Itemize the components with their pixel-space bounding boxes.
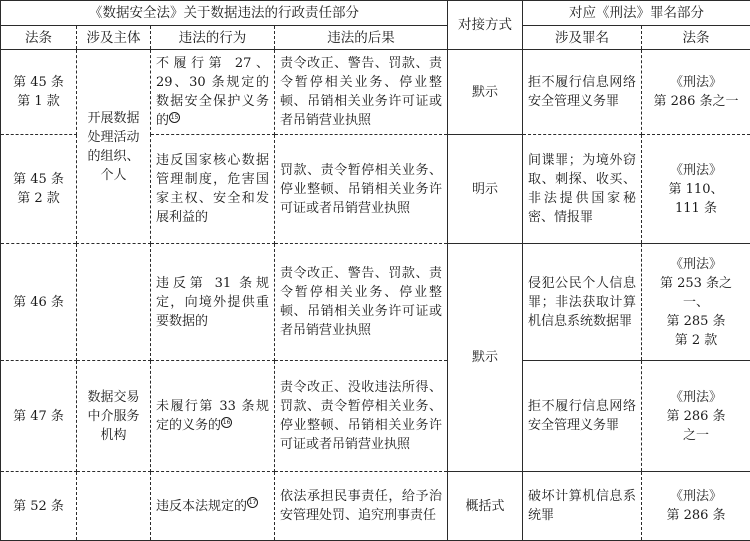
behavior-text: 未履行第 33 条规定的义务的 <box>156 399 269 433</box>
table-row <box>1 244 750 361</box>
header-right-group: 对应《刑法》罪名部分 <box>523 1 750 26</box>
docking-cell-merged: 默示 <box>448 244 523 472</box>
footnote-17-icon: 17 <box>247 497 258 508</box>
crime-cell: 拒不履行信息网络安全管理义务罪 <box>523 361 642 472</box>
behavior-cell <box>151 472 275 541</box>
docking-cell: 概括式 <box>448 472 523 541</box>
header-row-2 <box>1 26 750 50</box>
behavior-cell: 违反国家核心数据管理制度，危害国家主权、安全和发展利益的 <box>151 135 275 244</box>
footnote-15-icon: 15 <box>169 112 180 123</box>
crime-cell: 间谍罪；为境外窃取、刺探、收买、非法提供国家秘密、情报罪 <box>523 135 642 244</box>
article-cell: 第 45 条 第 2 款 <box>1 135 77 244</box>
header-crime-article: 法条 <box>642 26 750 50</box>
subject-text: 开展数据处理活动的组织、个人 <box>87 111 139 183</box>
behavior-cell: 违反第 31 条规定，向境外提供重要数据的 <box>151 244 275 361</box>
behavior-text: 不履行第 27、29、30 条规定的数据安全保护义务的 <box>156 56 269 128</box>
consequence-cell: 依法承担民事责任，给予治安管理处罚、追究刑事责任 <box>275 472 448 541</box>
footnote-16-icon: 16 <box>221 417 232 428</box>
behavior-cell <box>151 50 275 135</box>
crime-cell: 破坏计算机信息系统罪 <box>523 472 642 541</box>
header-crime: 涉及罪名 <box>523 26 642 50</box>
crime-article-cell: 《刑法》 第 286 条 之一 <box>642 361 750 472</box>
header-row-1 <box>1 1 750 26</box>
article-cell: 第 52 条 <box>1 472 77 541</box>
table-row <box>1 50 750 135</box>
behavior-cell <box>151 361 275 472</box>
header-article: 法条 <box>1 26 77 50</box>
subject-text: 数据交易中介服务机构 <box>87 390 139 443</box>
subject-cell <box>77 50 151 244</box>
header-docking: 对接方式 <box>448 1 523 50</box>
subject-cell <box>77 361 151 472</box>
header-behavior: 违法的行为 <box>151 26 275 50</box>
article-cell: 第 46 条 <box>1 244 77 361</box>
crime-article-cell: 《刑法》 第 286 条之一 <box>642 50 750 135</box>
crime-article-cell: 《刑法》 第 286 条 <box>642 472 750 541</box>
behavior-text: 违反本法规定的 <box>156 499 247 514</box>
crime-cell: 拒不履行信息网络安全管理义务罪 <box>523 50 642 135</box>
docking-cell: 默示 <box>448 50 523 135</box>
consequence-cell: 责令改正、没收违法所得、罚款、责令暂停相关业务、停业整顿、吊销相关业务许可证或者吊销营业执照 <box>275 361 448 472</box>
docking-cell: 明示 <box>448 135 523 244</box>
crime-cell: 侵犯公民个人信息罪；非法获取计算机信息系统数据罪 <box>523 244 642 361</box>
consequence-cell: 责令改正、警告、罚款、责令暂停相关业务、停业整顿、吊销相关业务许可证或者吊销营业执照 <box>275 244 448 361</box>
subject-cell-empty <box>77 472 151 541</box>
table-row <box>1 472 750 541</box>
crime-article-cell: 《刑法》 第 253 条之一、 第 285 条 第 2 款 <box>642 244 750 361</box>
table-row <box>1 361 750 472</box>
header-consequence: 违法的后果 <box>275 26 448 50</box>
header-left-group: 《数据安全法》关于数据违法的行政责任部分 <box>1 1 448 26</box>
crime-article-cell: 《刑法》 第 110、 111 条 <box>642 135 750 244</box>
consequence-cell: 责令改正、警告、罚款、责令暂停相关业务、停业整顿、吊销相关业务许可证或者吊销营业执照 <box>275 50 448 135</box>
article-cell: 第 47 条 <box>1 361 77 472</box>
subject-cell-empty <box>77 244 151 361</box>
consequence-cell: 罚款、责令暂停相关业务、停业整顿、吊销相关业务许可证或者吊销营业执照 <box>275 135 448 244</box>
article-cell: 第 45 条 第 1 款 <box>1 50 77 135</box>
header-subject: 涉及主体 <box>77 26 151 50</box>
